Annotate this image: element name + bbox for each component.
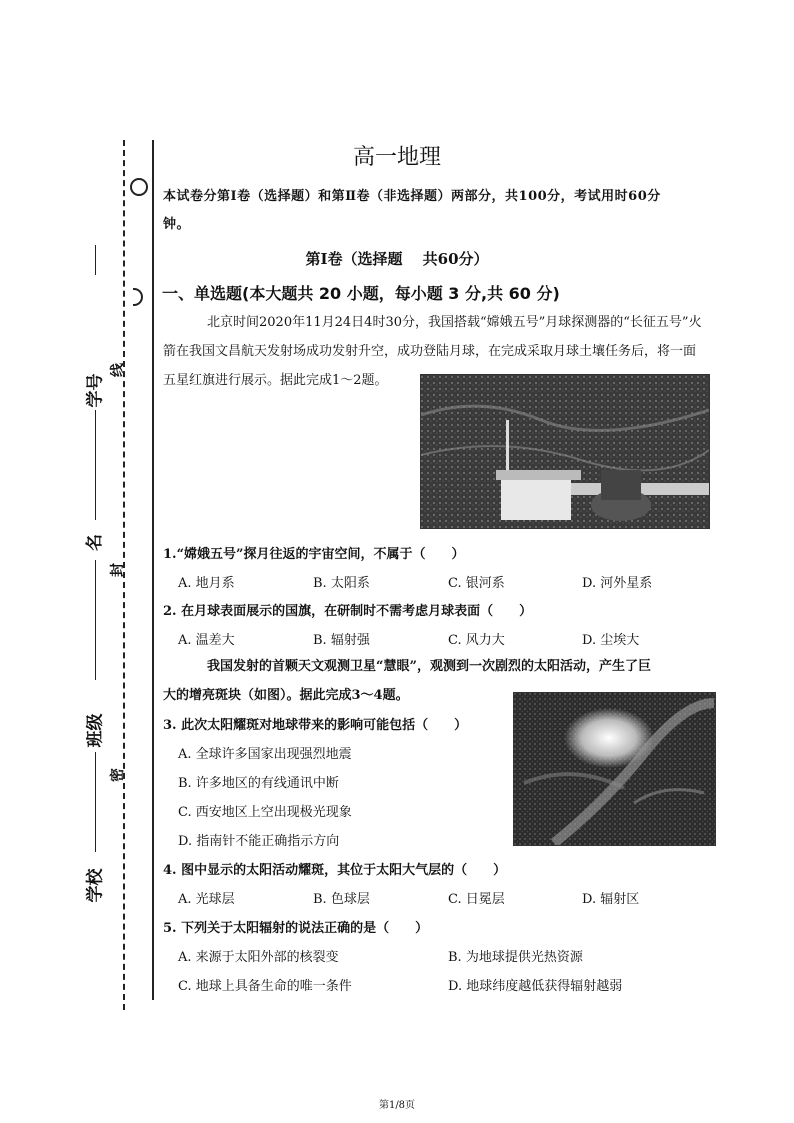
name-blank-line-upper [95,410,96,520]
volume-title: 第Ⅰ卷（选择题 共60分） [305,250,489,268]
passage-2-line-1: 我国发射的首颗天文观测卫星“慧眼”，观测到一次剧烈的太阳活动，产生了巨 [207,659,651,674]
q1-option-b[interactable]: B. 太阳系 [313,576,370,591]
class-blank-line [95,752,96,852]
q3-option-c[interactable]: C. 西安地区上空出现极光现象 [178,805,352,820]
instructions-line-2: 钟。 [163,217,191,232]
question-1: 1.“嫦娥五号”探月往返的宇宙空间，不属于（ ） [163,547,465,562]
q1-option-d[interactable]: D. 河外星系 [582,576,653,591]
instructions-line-1: 本试卷分第Ⅰ卷（选择题）和第Ⅱ卷（非选择题）两部分，共100分，考试用时60分 [163,189,661,204]
seal-char-feng: 封 [110,563,126,577]
q4-option-a[interactable]: A. 光球层 [178,892,235,907]
page-title: 高一地理 [352,145,441,170]
q1-option-a[interactable]: A. 地月系 [178,576,235,591]
class-label: 班级 [85,713,106,748]
q2-option-c[interactable]: C. 风力大 [448,633,505,648]
q3-option-a[interactable]: A. 全球许多国家出现强烈地震 [178,747,352,762]
binding-hole-middle [133,288,143,306]
q5-option-a[interactable]: A. 来源于太阳外部的核裂变 [178,950,339,965]
binding-hole-top [130,178,148,196]
seal-char-mi: 密 [110,768,126,782]
part-title: 一、单选题(本大题共 20 小题，每小题 3 分,共 60 分) [162,284,560,303]
passage-2-line-2: 大的增亮斑块（如图）。据此完成3～4题。 [163,688,409,703]
seal-char-xian: 线 [110,363,126,377]
solar-flare-illustration [514,693,715,845]
q4-option-d[interactable]: D. 辐射区 [582,892,640,907]
moon-flag-photo [420,374,710,529]
number-label: 学号 [85,373,106,408]
q5-option-d[interactable]: D. 地球纬度越低获得辐射越弱 [448,979,623,994]
question-4: 4. 图中显示的太阳活动耀斑，其位于太阳大气层的（ ） [163,863,507,878]
solar-flare-photo [513,692,716,846]
question-5: 5. 下列关于太阳辐射的说法正确的是（ ） [163,921,429,936]
name-label: 名 [85,534,105,551]
q3-option-d[interactable]: D. 指南针不能正确指示方向 [178,834,340,849]
question-3: 3. 此次太阳耀斑对地球带来的影响可能包括（ ） [163,718,468,733]
q5-option-b[interactable]: B. 为地球提供光热资源 [448,950,583,965]
passage-1-line-1: 北京时间2020年11月24日4时30分，我国搭载“嫦娥五号”月球探测器的“长征五号”火 [207,315,702,330]
binding-solid-line [152,140,154,1000]
q1-option-c[interactable]: C. 银河系 [448,576,505,591]
question-2: 2. 在月球表面展示的国旗，在研制时不需考虑月球表面（ ） [163,604,533,619]
q2-option-b[interactable]: B. 辐射强 [313,633,370,648]
moon-flag-illustration [421,375,709,528]
q5-option-c[interactable]: C. 地球上具备生命的唯一条件 [178,979,352,994]
q3-option-b[interactable]: B. 许多地区的有线通讯中断 [178,776,339,791]
q4-option-c[interactable]: C. 日冕层 [448,892,505,907]
q4-option-b[interactable]: B. 色球层 [313,892,370,907]
q2-option-d[interactable]: D. 尘埃大 [582,633,640,648]
exam-instructions [163,183,723,239]
passage-1-line-3: 五星红旗进行展示。据此完成1～2题。 [163,373,388,388]
passage-1-line-2: 箭在我国文昌航天发射场成功发射升空，成功登陆月球，在完成采取月球土壤任务后，将一面 [163,344,697,359]
page-number: 第1/8页 [378,1100,416,1111]
q2-option-a[interactable]: A. 温差大 [178,633,235,648]
name-blank-line-lower [95,560,96,680]
school-label: 学校 [85,868,106,903]
